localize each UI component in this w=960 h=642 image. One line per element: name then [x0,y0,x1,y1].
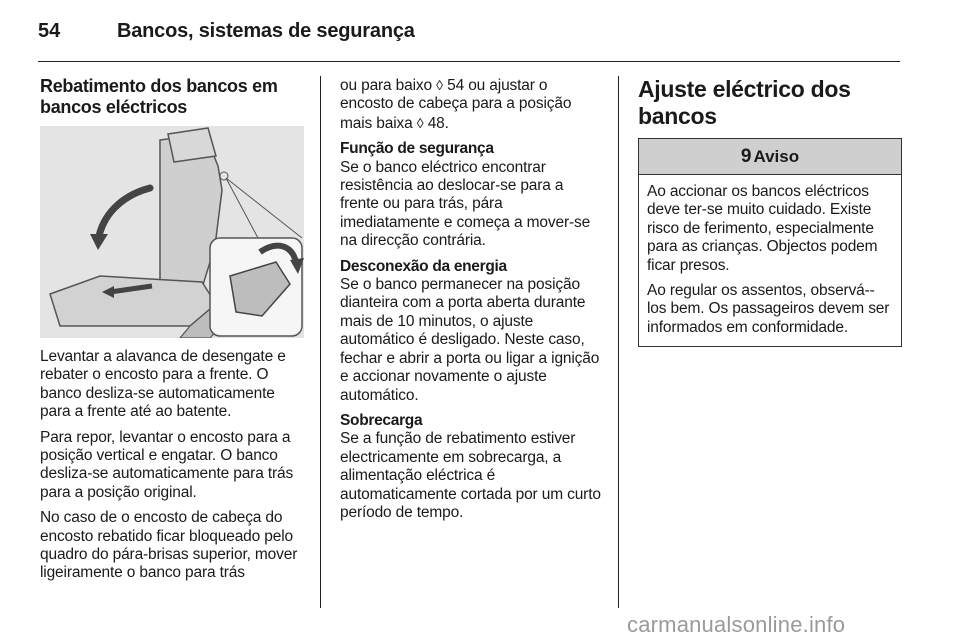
page-ref-icon: ◊ [416,114,424,131]
page-header [38,14,900,58]
header-rule [38,61,900,62]
intro-text-end: . [444,114,449,132]
section-heading-electric-adjustment: Ajuste eléctrico dos bancos [638,76,851,129]
intro-text-start: ou para baixo [340,77,437,94]
column-divider-1 [320,76,321,608]
subheading-safety-function: Função de segurança [340,140,494,158]
column-3 [638,76,902,347]
continuation-paragraph [340,76,604,133]
overload-text: Se a função de rebatimento estiver electricamente em sobrecarga, a alimentação eléctrica é automaticamente cortada por um curto período de tempo. [340,430,601,521]
warning-triangle-icon: 9 [740,145,752,167]
section-heading-folding: Rebatimento dos bancos em bancos eléctricos [40,76,278,117]
page-ref-icon: ◊ [436,77,443,93]
intro-text-middle: ou ajustar o encosto de cabeça para a posição mais baixa [340,77,572,132]
seat-illustration [40,126,304,338]
warning-paragraph-1: Ao accionar os bancos eléctricos deve ter-se muito cuidado. Existe risco de ferimento, especialmente para as crianças. Objectos podem ficar presos. [647,183,878,274]
power-disconnect-text: Se o banco permanecer na posição dianteira com a porta aberta durante mais de 10 minutos, o ajuste automático é desligado. Neste caso, fechar e abrir a porta ou ligar a ignição e accionar novamente o ajuste automático. [340,276,600,404]
page-number: 54 [38,20,61,42]
subheading-power-disconnect: Desconexão da energia [340,257,507,275]
warning-header [639,139,901,175]
page-ref-48[interactable]: 48 [427,114,445,132]
paragraph-2: Para repor, levantar o encosto para a posição vertical e engatar. O banco desliza-se automaticamente para trás para a posição original. [40,428,294,501]
safety-function-text: Se o banco eléctrico encontrar resistência ao deslocar-se para a frente ou para trás, pára imediatamente e começa a mover-se na direcção contrária. [340,158,591,250]
paragraph-3: No caso de o encosto de cabeça do encosto rebatido ficar bloqueado pelo quadro do pára-brisas superior, mover ligeiramente o banco para trás [40,509,298,582]
warning-paragraph-2: Ao regular os assentos, observá--los bem. Os passageiros devem ser informados em conformidade. [647,282,890,336]
seat-folding-diagram [40,126,304,338]
warning-box [638,138,902,347]
warning-label: Aviso [753,146,800,166]
paragraph-1: Levantar a alavanca de desengate e rebater o encosto para a frente. O banco desliza-se automaticamente para a frente até ao batente. [40,348,286,421]
watermark: carmanualsonline.info [627,612,846,637]
column-2 [340,76,604,529]
column-divider-2 [618,76,619,608]
column-1 [40,76,304,590]
warning-body [639,175,901,346]
subheading-overload: Sobrecarga [340,411,423,429]
page-title: Bancos, sistemas de segurança [117,20,415,42]
page-ref-54[interactable]: 54 [447,77,465,94]
